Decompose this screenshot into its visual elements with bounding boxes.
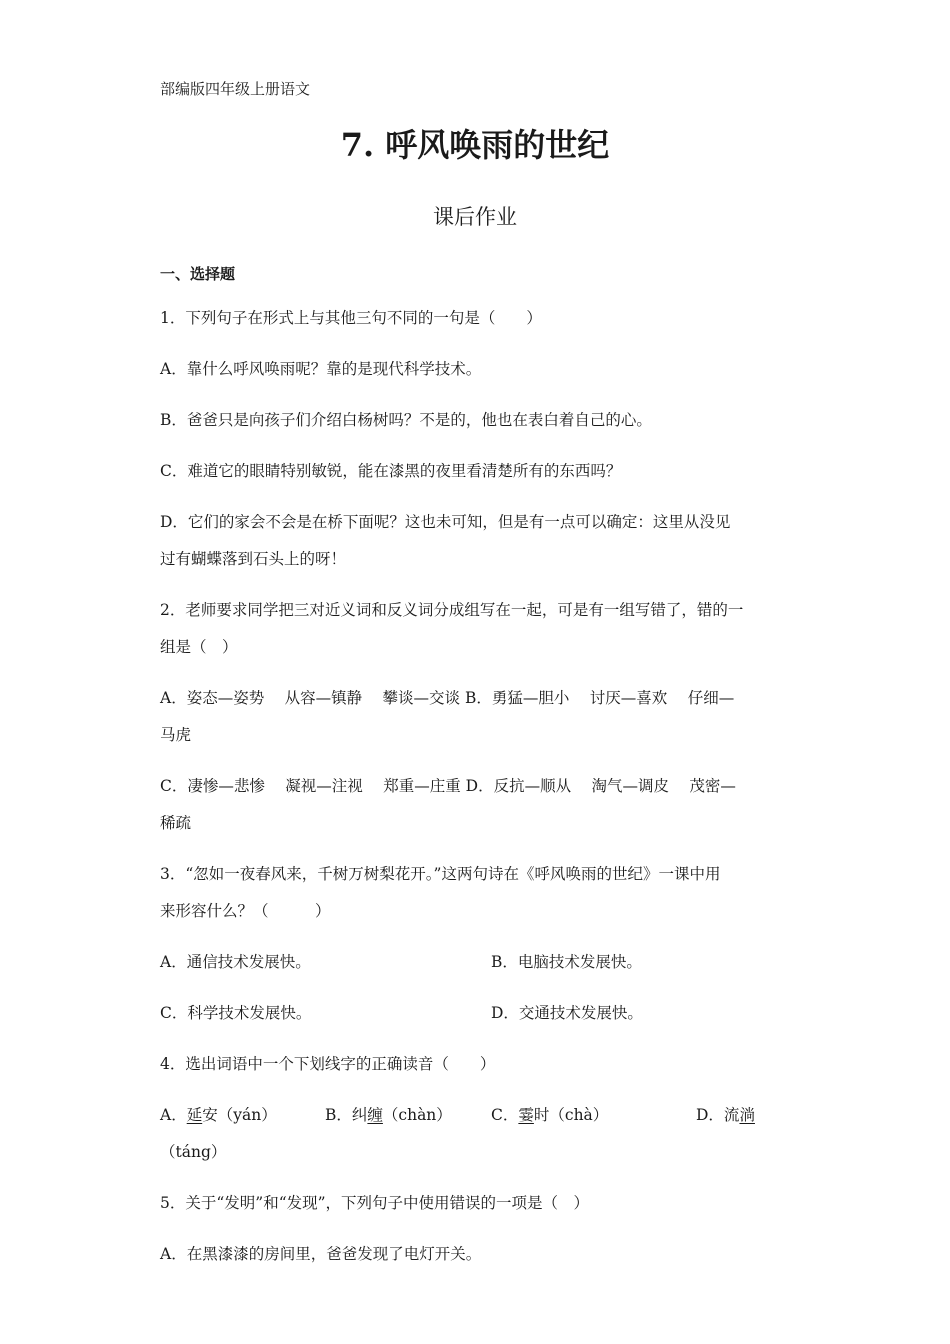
question-3-option-b: B．电脑技术发展快。 xyxy=(491,953,642,971)
section-heading: 一、选择题 xyxy=(160,265,236,283)
option-prefix: A． xyxy=(160,1106,187,1124)
question-4-option-d-cont: （táng） xyxy=(160,1143,227,1161)
question-4-option-c xyxy=(491,1103,608,1125)
question-1-option-b: B．爸爸只是向孩子们介绍白杨树吗？不是的，他也在表白着自己的心。 xyxy=(160,411,652,429)
page-subtitle: 课后作业 xyxy=(433,205,517,229)
option-text: 时（chà） xyxy=(533,1106,609,1124)
document-header: 部编版四年级上册语文 xyxy=(160,80,311,98)
question-3-option-c: C．科学技术发展快。 xyxy=(160,1004,312,1022)
option-prefix: D．流 xyxy=(696,1106,740,1124)
option-prefix: B．纠 xyxy=(325,1106,368,1124)
question-4-stem: 4．选出词语中一个下划线字的正确读音（ ） xyxy=(160,1055,496,1073)
question-4-option-d xyxy=(696,1103,755,1125)
question-3-option-a: A．通信技术发展快。 xyxy=(160,953,311,971)
question-1-option-d: D．它们的家会不会是在桥下面呢？这也未可知，但是有一点可以确定：这里从没见 xyxy=(160,513,731,531)
question-3-option-d: D．交通技术发展快。 xyxy=(491,1004,643,1022)
question-4-option-a xyxy=(160,1103,277,1125)
option-text: （chàn） xyxy=(382,1106,452,1124)
underlined-char: 霎 xyxy=(518,1106,534,1124)
question-3-stem: 3．“忽如一夜春风来，千树万树梨花开。”这两句诗在《呼风唤雨的世纪》一课中用 xyxy=(160,865,721,883)
question-1-option-c: C．难道它的眼睛特别敏锐，能在漆黑的夜里看清楚所有的东西吗？ xyxy=(160,462,622,480)
underlined-char: 延 xyxy=(186,1106,203,1124)
question-2-options-ab-cont: 马虎 xyxy=(160,726,192,744)
question-4-option-b xyxy=(325,1103,452,1125)
page-title: 7. 呼风唤雨的世纪 xyxy=(340,126,610,164)
question-2-stem: 2．老师要求同学把三对近义词和反义词分成组写在一起，可是有一组写错了，错的一 xyxy=(160,601,744,619)
option-prefix: C． xyxy=(491,1106,519,1124)
question-1-option-a: A．靠什么呼风唤雨呢？靠的是现代科学技术。 xyxy=(160,360,482,378)
question-5-option-a: A．在黑漆漆的房间里，爸爸发现了电灯开关。 xyxy=(160,1245,482,1263)
question-2-options-cd: C．凄惨—悲惨 凝视—注视 郑重—庄重 D．反抗—顺从 淘气—调皮 茂密— xyxy=(160,777,736,795)
question-5-stem: 5．关于“发明”和“发现”，下列句子中使用错误的一项是（ ） xyxy=(160,1194,590,1212)
underlined-char: 缠 xyxy=(367,1106,383,1124)
question-1-stem: 1．下列句子在形式上与其他三句不同的一句是（ ） xyxy=(160,309,542,327)
option-text: 安（yán） xyxy=(202,1106,277,1124)
question-3-stem-cont: 来形容什么？（ ） xyxy=(160,902,331,920)
question-2-stem-cont: 组是（ ） xyxy=(160,638,238,656)
question-2-options-ab: A．姿态—姿势 从容—镇静 攀谈—交谈 B．勇猛—胆小 讨厌—喜欢 仔细— xyxy=(160,689,735,707)
question-2-options-cd-cont: 稀疏 xyxy=(160,814,192,832)
question-1-option-d-cont: 过有蝴蝶落到石头上的呀！ xyxy=(160,550,347,568)
underlined-char: 淌 xyxy=(739,1106,755,1124)
